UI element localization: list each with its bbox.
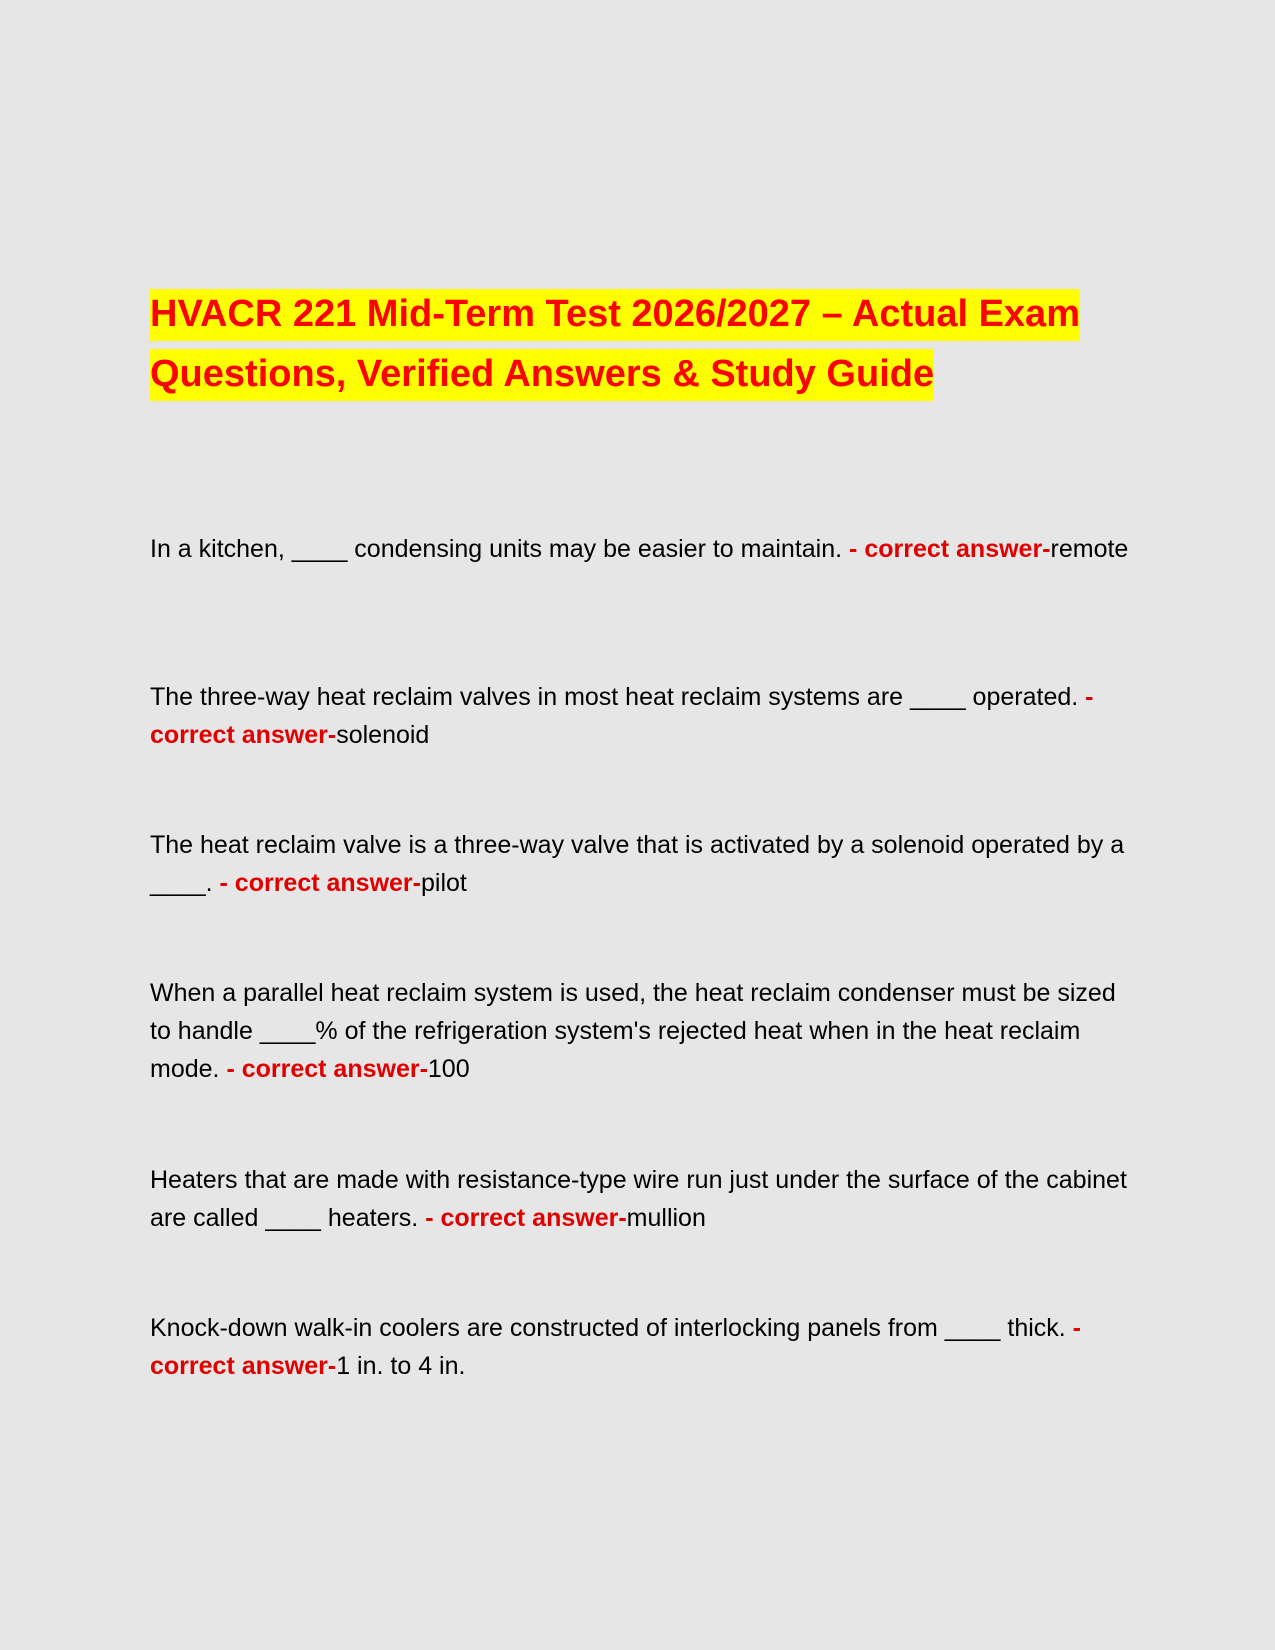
correct-answer-label: - correct answer- [425, 1204, 627, 1232]
correct-answer-label: - correct answer- [226, 1055, 428, 1083]
document-title [150, 284, 1140, 404]
question-text: Knock-down walk-in coolers are constructed of interlocking panels from ____ thick. [150, 1314, 1073, 1342]
answer-text: solenoid [336, 721, 430, 749]
correct-answer-label: - correct answer- [150, 683, 1094, 749]
qa-item [150, 678, 1140, 754]
answer-text: remote [1050, 535, 1129, 563]
title-highlight: HVACR 221 Mid-Term Test 2026/2027 – Actual Exam Questions, Verified Answers & Study Guide [150, 289, 1080, 401]
question-text: The three-way heat reclaim valves in most heat reclaim systems are ____ operated. [150, 683, 1086, 711]
qa-item [150, 1161, 1140, 1237]
answer-text: pilot [420, 869, 467, 897]
qa-item [150, 1309, 1140, 1385]
correct-answer-label: - correct answer- [849, 535, 1051, 563]
correct-answer-label: - correct answer- [219, 869, 421, 897]
answer-text: 1 in. to 4 in. [336, 1352, 466, 1380]
answer-text: mullion [626, 1204, 706, 1232]
question-text: The heat reclaim valve is a three-way valve that is activated by a solenoid operated by a ____. [150, 831, 1125, 897]
qa-item [150, 974, 1140, 1088]
question-text: Heaters that are made with resistance-type wire run just under the surface of the cabinet are called ____ heaters. [150, 1166, 1127, 1232]
qa-item [150, 826, 1140, 902]
qa-item [150, 530, 1140, 568]
question-text: When a parallel heat reclaim system is used, the heat reclaim condenser must be sized to handle ____% of the refrigeration system's rejected heat when in the heat reclaim mode. [150, 979, 1116, 1083]
correct-answer-label: - correct answer- [150, 1314, 1081, 1380]
question-text: In a kitchen, ____ condensing units may be easier to maintain. [150, 535, 850, 563]
answer-text: 100 [427, 1055, 470, 1083]
